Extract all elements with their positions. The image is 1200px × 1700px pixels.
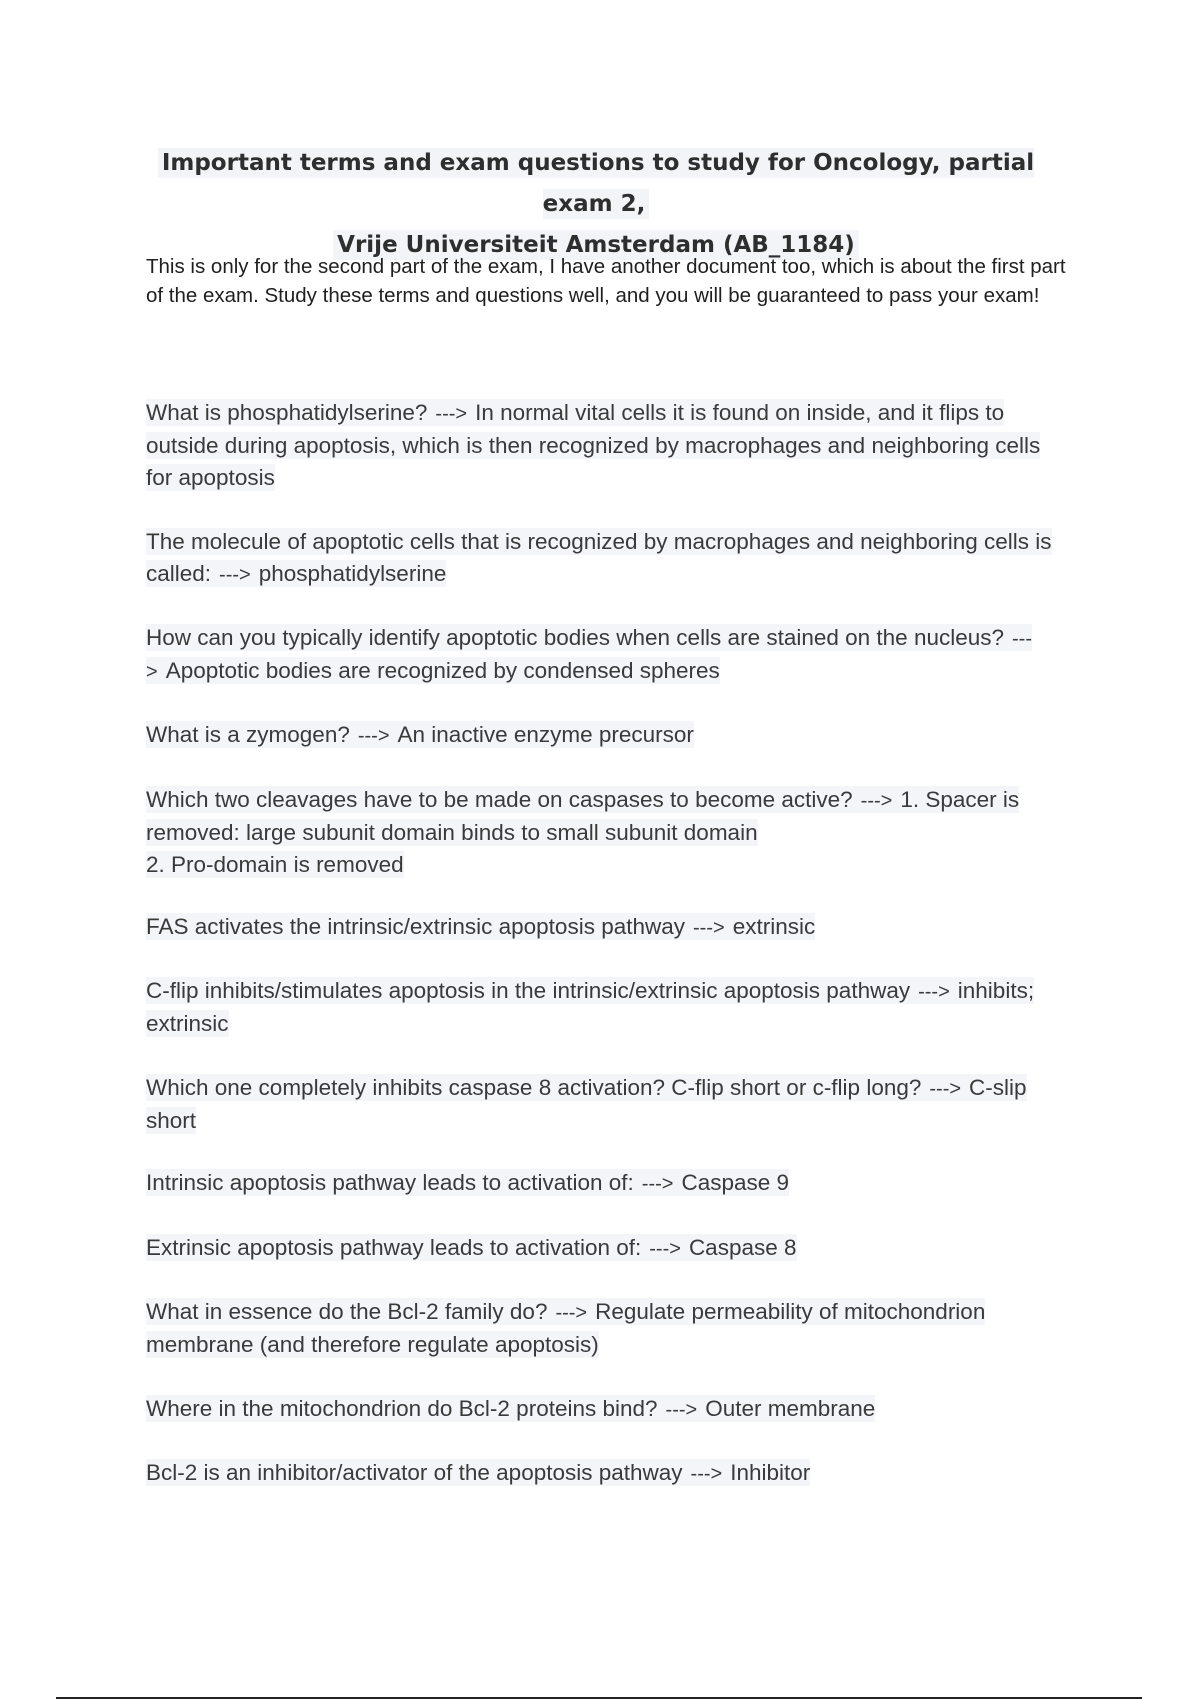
intro-paragraph: This is only for the second part of the exam, I have another document too, which is about the first part of the exam. Study these terms and questions well, and you will be guaranteed to pass your exam!: [146, 255, 1066, 307]
answer-text: inhibits; extrinsic: [146, 978, 1035, 1036]
question-text: What is a zymogen?: [146, 722, 350, 747]
question-text: C-flip inhibits/stimulates apoptosis in the intrinsic/extrinsic apoptosis pathway: [146, 978, 911, 1003]
question-text: Which one completely inhibits caspase 8 activation? C-flip short or c-flip long?: [146, 1075, 922, 1100]
question-text: Intrinsic apoptosis pathway leads to activation of:: [146, 1170, 634, 1195]
arrow-glyph: --->: [219, 564, 251, 586]
qa-item: [146, 1167, 1066, 1200]
qa-item: [146, 1393, 1066, 1426]
answer-text: Outer membrane: [705, 1396, 876, 1421]
question-text: Which two cleavages have to be made on caspases to become active?: [146, 787, 853, 812]
arrow-glyph: --->: [435, 403, 468, 425]
qa-item: [146, 1072, 1066, 1137]
arrow-glyph: --->: [357, 725, 390, 747]
question-text: Bcl-2 is an inhibitor/activator of the apoptosis pathway: [146, 1460, 683, 1485]
question-text: Extrinsic apoptosis pathway leads to activation of:: [146, 1235, 642, 1260]
arrow-glyph: --->: [918, 981, 950, 1003]
arrow-glyph: --->: [641, 1173, 674, 1195]
answer-text: phosphatidylserine: [258, 561, 447, 586]
qa-item: [146, 1296, 1066, 1361]
qa-item: [146, 1232, 1066, 1265]
answer-text: An inactive enzyme precursor: [397, 722, 694, 747]
arrow-glyph: --->: [690, 1463, 723, 1485]
arrow-glyph: --->: [146, 628, 1032, 683]
qa-item: [146, 1457, 1066, 1490]
arrow-glyph: --->: [693, 917, 725, 939]
qa-item: [146, 911, 1066, 944]
answer-text: Apoptotic bodies are recognized by condensed spheres: [165, 658, 720, 683]
arrow-glyph: --->: [555, 1302, 588, 1324]
title-line-2: Vrije Universiteit Amsterdam (AB_1184): [333, 230, 859, 260]
document-title: [146, 143, 1046, 266]
qa-item: [146, 784, 1066, 881]
question-text: FAS activates the intrinsic/extrinsic apoptosis pathway: [146, 914, 686, 939]
title-line-1: Important terms and exam questions to study for Oncology, partial exam 2,: [158, 148, 1034, 219]
arrow-glyph: --->: [665, 1399, 698, 1421]
answer-text: Caspase 9: [681, 1170, 790, 1195]
answer-text: C-slip short: [146, 1075, 1027, 1133]
arrow-glyph: --->: [649, 1238, 681, 1260]
answer-text: extrinsic: [732, 914, 816, 939]
arrow-glyph: --->: [860, 790, 893, 812]
page-bottom-rule: [56, 1697, 1142, 1699]
question-text: What in essence do the Bcl-2 family do?: [146, 1299, 548, 1324]
answer-text: Regulate permeability of mitochondrion membrane (and therefore regulate apoptosis): [146, 1299, 986, 1357]
answer-text: 1. Spacer is removed: large subunit domain binds to small subunit domain: [146, 787, 1020, 845]
question-text: How can you typically identify apoptotic bodies when cells are stained on the nucleus?: [146, 625, 1005, 650]
question-text: What is phosphatidylserine?: [146, 400, 428, 425]
qa-item: [146, 397, 1066, 494]
qa-item: [146, 622, 1066, 688]
qa-item: [146, 719, 1066, 752]
qa-item: [146, 526, 1066, 591]
qa-item: [146, 975, 1066, 1040]
question-text: The molecule of apoptotic cells that is recognized by macrophages and neighboring cells is called:: [146, 529, 1052, 586]
answer-text: Inhibitor: [730, 1460, 811, 1485]
answer-text: In normal vital cells it is found on inside, and it flips to outside during apoptosis, which is then recognized by macrophages and neighboring cells for apoptosis: [146, 400, 1041, 490]
arrow-glyph: --->: [929, 1078, 962, 1100]
answer-text: Caspase 8: [688, 1235, 797, 1260]
answer-text-continued: 2. Pro-domain is removed: [146, 852, 404, 877]
question-text: Where in the mitochondrion do Bcl-2 proteins bind?: [146, 1396, 658, 1421]
